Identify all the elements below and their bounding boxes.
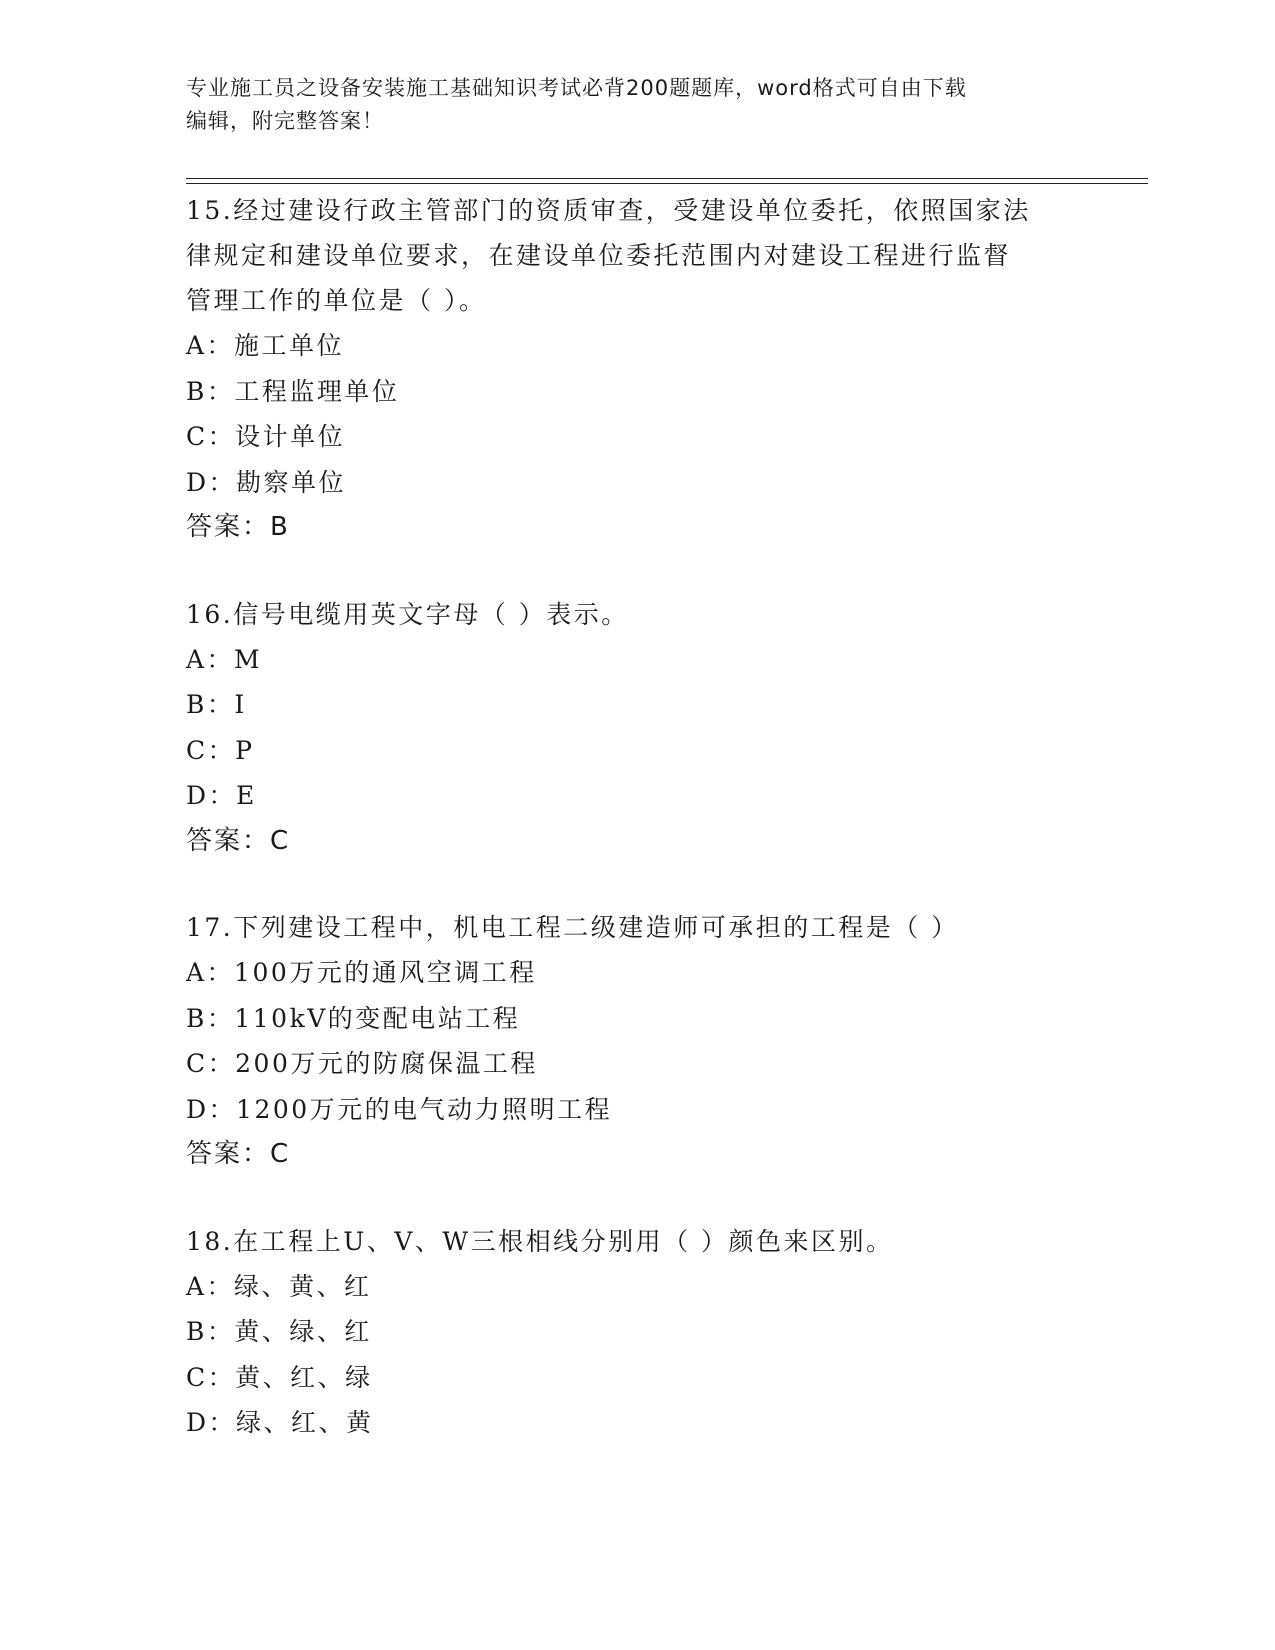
question-stem: 16.信号电缆用英文字母（ ）表示。 [186, 599, 629, 629]
question-stem: 管理工作的单位是（ ）。 [186, 286, 487, 315]
answer-line: 答案：C [186, 825, 291, 856]
option-a: A：100万元的通风空调工程 [186, 958, 537, 987]
document-header [186, 72, 1086, 138]
question-stem: 17.下列建设工程中，机电工程二级建造师可承担的工程是（ ） [186, 913, 959, 942]
header-divider-bottom [186, 183, 1148, 184]
option-d: D：勘察单位 [186, 467, 347, 497]
option-a: A：施工单位 [186, 331, 345, 360]
question-18 [186, 1219, 1086, 1446]
option-b: B：工程监理单位 [186, 376, 400, 406]
option-b: B：110kV的变配电站工程 [186, 1003, 521, 1033]
option-a: A：M [186, 644, 263, 674]
option-a: A：绿、黄、红 [186, 1271, 372, 1301]
question-stem: 15.经过建设行政主管部门的资质审查，受建设单位委托，依照国家法 [186, 196, 1031, 225]
answer-line: 答案：C [186, 1139, 291, 1169]
header-line-2: 编辑，附完整答案！ [186, 109, 384, 133]
option-b: B：黄、绿、红 [186, 1317, 372, 1346]
question-list [186, 188, 1086, 1487]
option-b: B：I [186, 690, 247, 719]
question-15 [186, 188, 1086, 551]
option-d: D：E [186, 781, 257, 810]
question-stem: 律规定和建设单位要求，在建设单位委托范围内对建设工程进行监督 [186, 241, 1012, 270]
header-line-1: 专业施工员之设备安装施工基础知识考试必背200题题库，word格式可自由下载 [186, 76, 967, 100]
option-c: C：P [186, 735, 255, 765]
answer-line: 答案：B [186, 512, 290, 542]
option-c: C：200万元的防腐保温工程 [186, 1049, 538, 1078]
option-c: C：黄、红、绿 [186, 1362, 373, 1392]
question-stem: 18.在工程上U、V、W三根相线分别用（ ）颜色来区别。 [186, 1226, 894, 1256]
option-c: C：设计单位 [186, 422, 346, 451]
option-d: D：1200万元的电气动力照明工程 [186, 1094, 613, 1124]
option-d: D：绿、红、黄 [186, 1408, 374, 1437]
header-divider-top [186, 178, 1148, 179]
question-16 [186, 592, 1086, 865]
question-17 [186, 905, 1086, 1178]
